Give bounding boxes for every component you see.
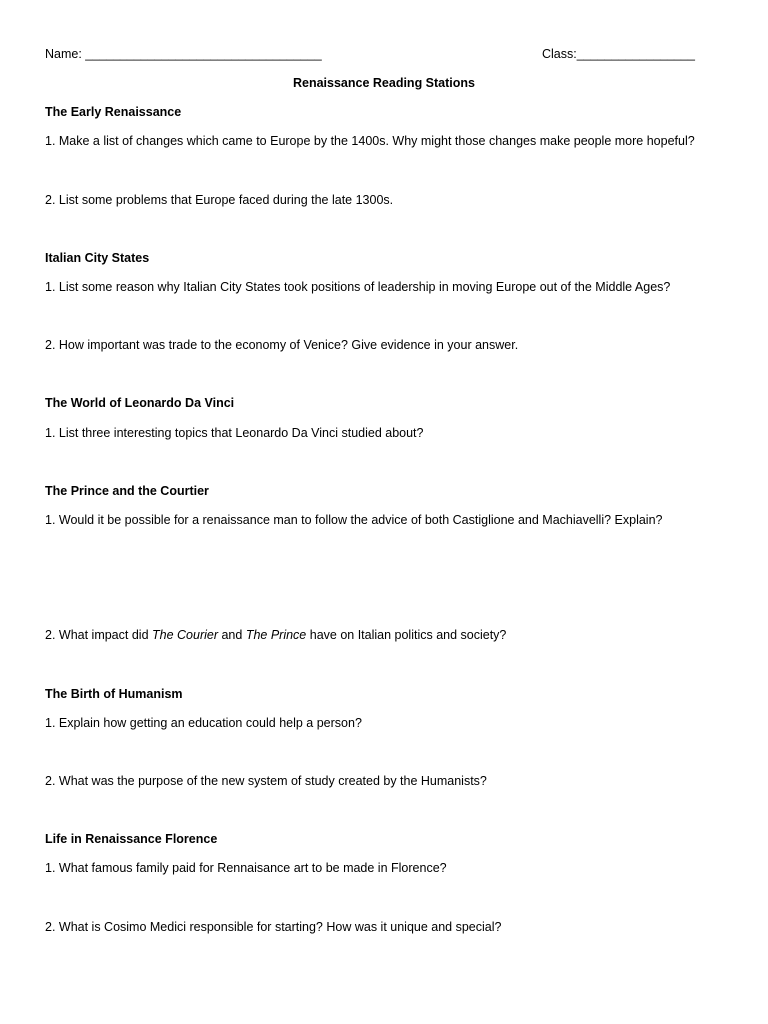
question-italian-1: 1. List some reason why Italian City States took positions of leadership in moving Europe out of the Middle Ages? <box>45 280 671 294</box>
section-heading-prince-courtier: The Prince and the Courtier <box>45 484 209 498</box>
question-prince-2-text-c: have on Italian politics and society? <box>306 628 507 642</box>
question-humanism-2: 2. What was the purpose of the new system of study created by the Humanists? <box>45 774 487 788</box>
question-humanism-1: 1. Explain how getting an education could help a person? <box>45 716 362 730</box>
section-heading-humanism: The Birth of Humanism <box>45 687 183 701</box>
question-prince-2 <box>45 628 506 642</box>
question-early-1: 1. Make a list of changes which came to Europe by the 1400s. Why might those changes make people more hopeful? <box>45 134 695 148</box>
question-florence-1: 1. What famous family paid for Rennaisance art to be made in Florence? <box>45 861 447 875</box>
book-title-prince: The Prince <box>245 628 307 642</box>
section-heading-early-renaissance: The Early Renaissance <box>45 105 182 119</box>
book-title-courier: The Courier <box>152 628 218 642</box>
page-title: Renaissance Reading Stations <box>292 76 475 90</box>
question-prince-2-text-a: 2. What impact did <box>45 628 152 642</box>
section-heading-florence: Life in Renaissance Florence <box>45 832 218 846</box>
section-heading-italian-city-states: Italian City States <box>45 251 150 265</box>
section-heading-leonardo: The World of Leonardo Da Vinci <box>45 396 235 410</box>
class-field-label: Class:_________________ <box>542 47 695 61</box>
question-early-2: 2. List some problems that Europe faced during the late 1300s. <box>45 193 394 207</box>
question-italian-2: 2. How important was trade to the economy of Venice? Give evidence in your answer. <box>45 338 519 352</box>
name-field-label: Name: __________________________________ <box>45 47 322 61</box>
question-leonardo-1: 1. List three interesting topics that Leonardo Da Vinci studied about? <box>45 426 424 440</box>
question-florence-2: 2. What is Cosimo Medici responsible for starting? How was it unique and special? <box>45 920 502 934</box>
question-prince-2-text-b: and <box>218 628 246 642</box>
question-prince-1: 1. Would it be possible for a renaissance man to follow the advice of both Castiglione and Machiavelli? Explain? <box>45 513 663 527</box>
